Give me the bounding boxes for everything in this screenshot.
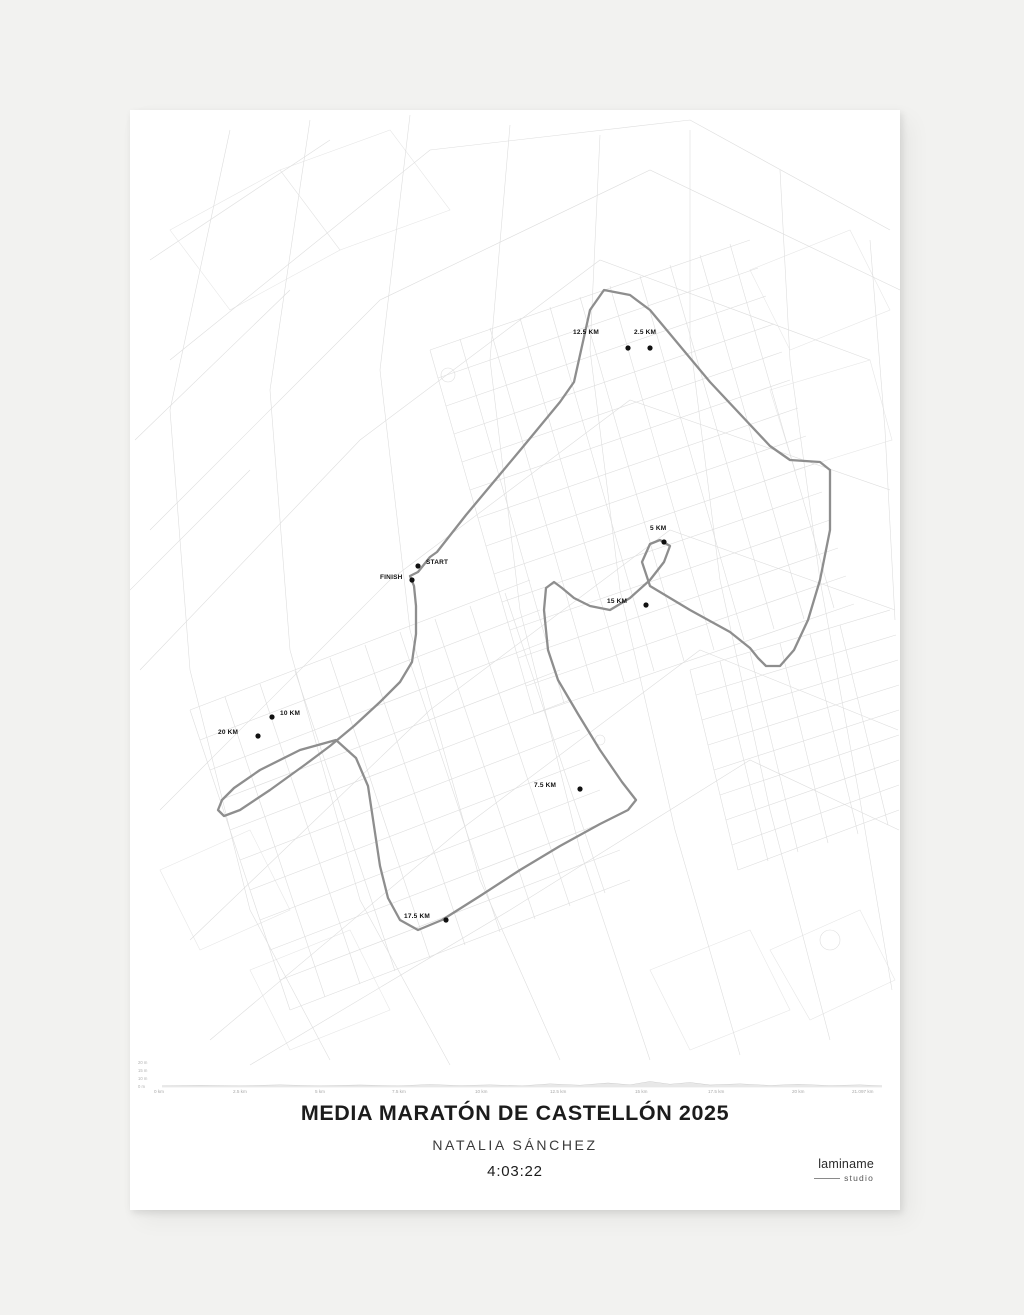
profile-x-tick-17-5km: 17.5 km: [708, 1089, 725, 1094]
profile-y-tick-10m: 10 m: [138, 1076, 148, 1081]
marker-label-12-5km: 12.5 KM: [573, 329, 599, 336]
marker-label-20km: 20 KM: [218, 729, 239, 736]
marker-label-finish: FINISH: [380, 574, 403, 581]
map-canvas: [130, 110, 900, 1070]
profile-x-tick-0km: 0 km: [154, 1089, 164, 1094]
profile-x-tick-10km: 10 km: [475, 1089, 488, 1094]
finish-time: 4:03:22: [487, 1163, 543, 1180]
profile-y-tick-0m: 0 m: [138, 1084, 145, 1089]
poster-caption: [130, 1100, 900, 1181]
street-network: [130, 115, 900, 1065]
marker-label-7-5km: 7.5 KM: [534, 782, 557, 789]
marker-label-start: START: [426, 559, 449, 566]
brand-mark: [814, 1158, 874, 1184]
race-title: MEDIA MARATÓN DE CASTELLÓN 2025: [300, 1101, 730, 1125]
profile-y-tick-20m: 20 m: [138, 1060, 148, 1065]
profile-y-tick-15m: 15 m: [138, 1068, 148, 1073]
brand-sub-text: studio: [844, 1173, 874, 1183]
route-markers: [255, 345, 666, 922]
poster-sheet: [130, 110, 900, 1210]
profile-x-tick-21-097km: 21.097 km: [852, 1089, 874, 1094]
marker-label-17-5km: 17.5 KM: [404, 913, 430, 920]
marker-label-5km: 5 KM: [650, 525, 667, 532]
profile-x-tick-15km: 15 km: [635, 1089, 648, 1094]
marker-label-10km: 10 KM: [280, 710, 301, 717]
map-graphic: [130, 110, 900, 1070]
elevation-profile: [130, 1055, 900, 1095]
profile-x-tick-5km: 5 km: [315, 1089, 325, 1094]
profile-x-tick-2-5km: 2.5 km: [233, 1089, 247, 1094]
brand-name: laminame: [818, 1157, 874, 1171]
profile-x-tick-12-5km: 12.5 km: [550, 1089, 567, 1094]
brand-sub: [814, 1172, 874, 1184]
profile-x-tick-7-5km: 7.5 km: [392, 1089, 406, 1094]
profile-x-tick-20km: 20 km: [792, 1089, 805, 1094]
brand-rule: [814, 1178, 840, 1179]
marker-label-15km: 15 KM: [607, 598, 628, 605]
marker-label-2-5km: 2.5 KM: [634, 329, 657, 336]
runner-name: NATALIA SÁNCHEZ: [432, 1137, 598, 1153]
